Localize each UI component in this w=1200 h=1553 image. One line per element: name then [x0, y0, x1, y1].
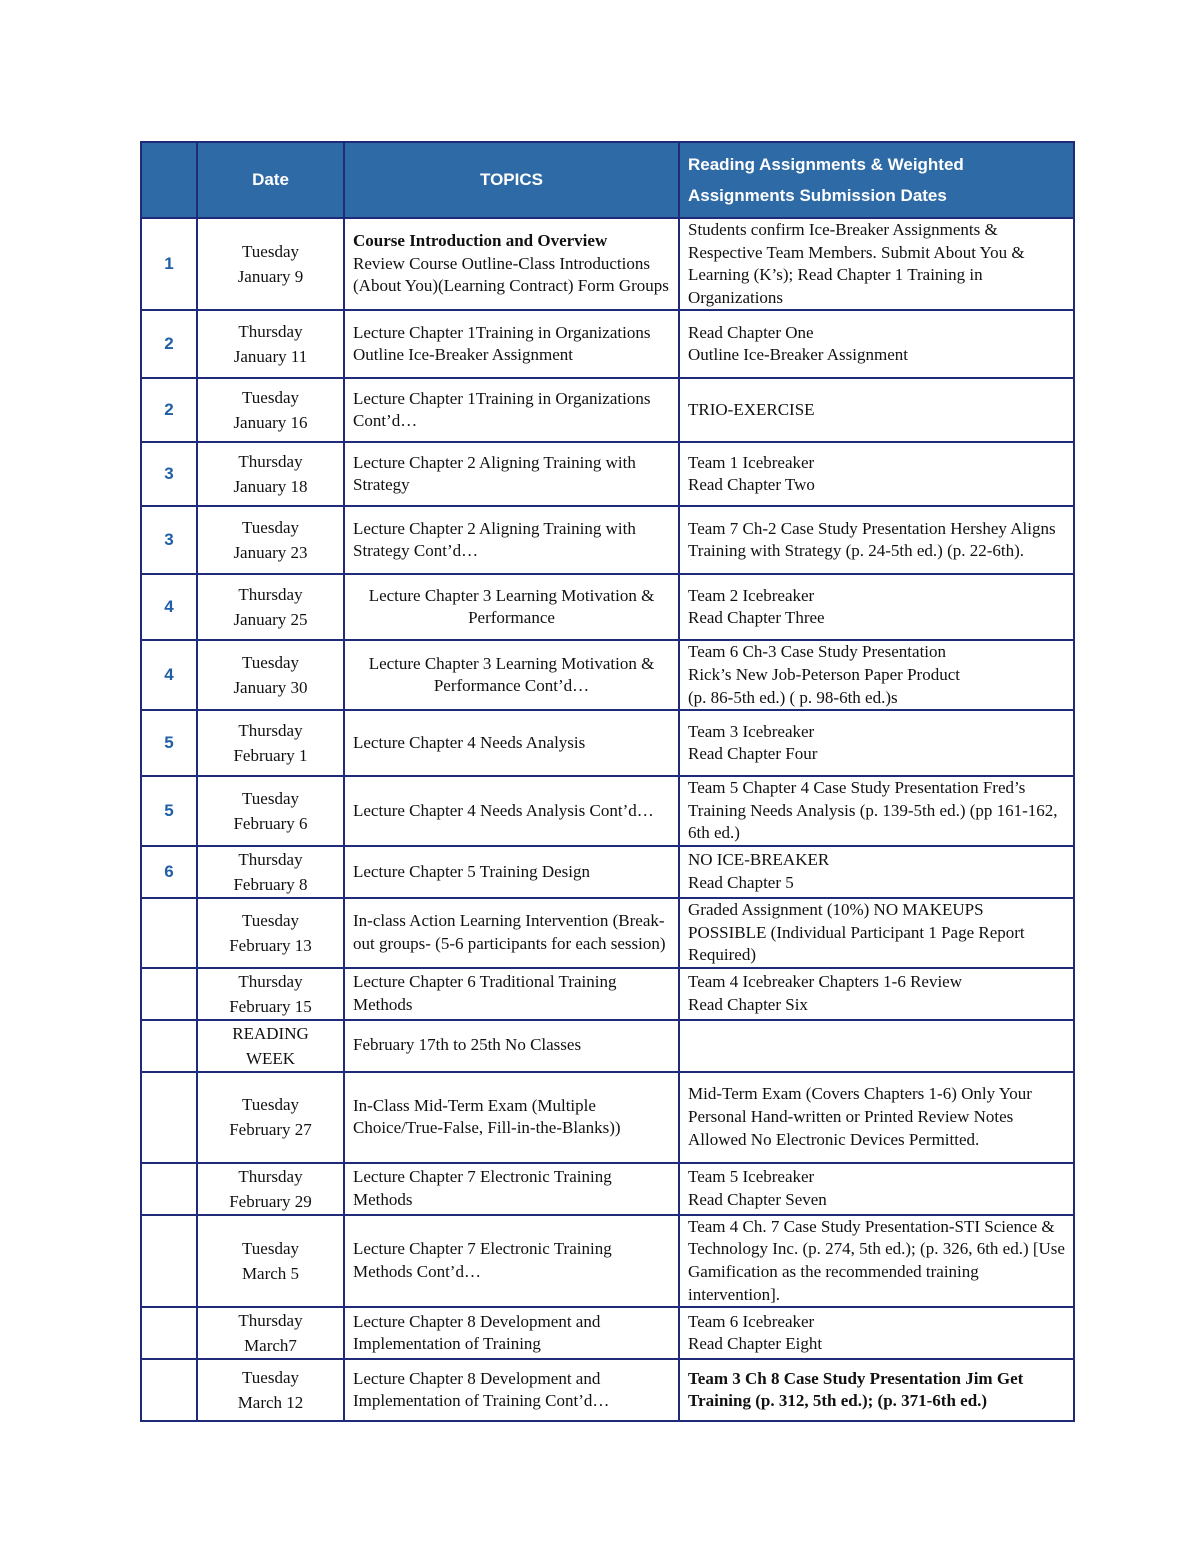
week-number: 5 [141, 710, 197, 776]
table-row [141, 310, 1074, 378]
reading-line: Team 6 Ch-3 Case Study Presentation [688, 642, 947, 662]
topic-cell [344, 574, 679, 640]
week-number [141, 1215, 197, 1307]
table-row [141, 1163, 1074, 1215]
week-number: 5 [141, 776, 197, 846]
date-cell [197, 1072, 344, 1163]
reading-assignment-cell [679, 574, 1074, 640]
week-number: 3 [141, 506, 197, 574]
table-row [141, 574, 1074, 640]
table-row [141, 1020, 1074, 1072]
topic-line: Course Introduction and Overview [353, 231, 608, 251]
topic-cell [344, 1215, 679, 1307]
topic-line: Lecture Chapter 1Training in Organizations Cont’d… [353, 388, 651, 431]
weekday: Thursday [238, 721, 303, 741]
date-cell [197, 506, 344, 574]
reading-assignment-cell [679, 1163, 1074, 1215]
topic-line: Lecture Chapter 2 Aligning Training with Strategy [353, 452, 636, 495]
header-week [141, 142, 197, 218]
reading-line: Graded Assignment (10%) NO MAKEUPS POSSIBLE (Individual Participant 1 Page Report Required) [688, 899, 1025, 965]
week-number: 3 [141, 442, 197, 506]
date-cell [197, 1215, 344, 1307]
weekday: Thursday [238, 585, 303, 605]
reading-line: Read Chapter Four [688, 744, 818, 764]
header-reading-assignments: Reading Assignments & Weighted Assignments Submission Dates [679, 142, 1074, 218]
calendar-date: March 5 [241, 1263, 300, 1283]
date-cell [197, 640, 344, 710]
topic-cell [344, 640, 679, 710]
reading-assignment-cell [679, 776, 1074, 846]
reading-assignment-cell [679, 710, 1074, 776]
date-cell [197, 1359, 344, 1421]
date-cell [197, 378, 344, 442]
topic-line: Outline Ice-Breaker Assignment [353, 345, 573, 365]
reading-line: Read Chapter Three [688, 608, 825, 628]
reading-assignment-cell [679, 1307, 1074, 1359]
date-cell [197, 1163, 344, 1215]
topic-cell [344, 1020, 679, 1072]
topic-line: Lecture Chapter 5 Training Design [353, 861, 591, 881]
table-body [141, 218, 1074, 1421]
reading-line: Read Chapter Eight [688, 1334, 823, 1354]
table-row [141, 776, 1074, 846]
topic-cell [344, 218, 679, 310]
weekday: Tuesday [242, 1368, 299, 1388]
calendar-date: March7 [244, 1336, 297, 1356]
table-row [141, 710, 1074, 776]
weekday: Thursday [238, 452, 303, 472]
weekday: Tuesday [242, 242, 299, 262]
header-date: Date [197, 142, 344, 218]
table-row [141, 640, 1074, 710]
calendar-date: February 13 [229, 935, 312, 955]
topic-cell [344, 310, 679, 378]
weekday: Tuesday [242, 1238, 299, 1258]
calendar-date: February 15 [229, 996, 312, 1016]
table-header [141, 142, 1074, 218]
reading-line: Team 4 Ch. 7 Case Study Presentation-STI Science & Technology Inc. (p. 274, 5th ed.); (p. 326, 6th ed.) [Use Gamification as the recommended training intervention]. [688, 1216, 1065, 1304]
reading-line: Read Chapter 5 [688, 872, 794, 892]
topic-cell [344, 1359, 679, 1421]
topic-cell [344, 1163, 679, 1215]
week-number: 4 [141, 574, 197, 640]
reading-line: Team 5 Icebreaker [688, 1167, 815, 1187]
date-cell [197, 710, 344, 776]
reading-line: Outline Ice-Breaker Assignment [688, 345, 908, 365]
table-row [141, 968, 1074, 1020]
week-number [141, 1307, 197, 1359]
table-row [141, 218, 1074, 310]
reading-assignment-cell [679, 968, 1074, 1020]
course-schedule-table [140, 141, 1075, 1422]
calendar-date: March 12 [237, 1393, 304, 1413]
topic-line: Lecture Chapter 7 Electronic Training Methods Cont’d… [353, 1239, 612, 1281]
topic-line: Lecture Chapter 7 Electronic Training Methods [353, 1167, 612, 1209]
topic-line: Lecture Chapter 4 Needs Analysis Cont’d… [353, 800, 654, 820]
calendar-date: January 16 [233, 413, 308, 433]
topic-line: In-Class Mid-Term Exam (Multiple Choice/True-False, Fill-in-the-Blanks)) [353, 1095, 621, 1138]
reading-line: Team 6 Icebreaker [688, 1311, 815, 1331]
reading-assignment-cell [679, 1072, 1074, 1163]
week-number [141, 968, 197, 1020]
topic-line: Lecture Chapter 6 Traditional Training Methods [353, 972, 617, 1014]
topic-line: Lecture Chapter 4 Needs Analysis [353, 732, 586, 752]
reading-line: Read Chapter One [688, 322, 814, 342]
table-row [141, 1072, 1074, 1163]
calendar-date: February 29 [229, 1191, 312, 1211]
calendar-date: January 30 [233, 678, 308, 698]
reading-line: Mid-Term Exam (Covers Chapters 1-6) Only Your Personal Hand-written or Printed Review Notes Allowed No Electronic Devices Permitted. [688, 1084, 1032, 1149]
topic-cell [344, 1307, 679, 1359]
reading-assignment-cell [679, 1359, 1074, 1421]
weekday: Tuesday [242, 910, 299, 930]
topic-cell [344, 506, 679, 574]
date-cell [197, 442, 344, 506]
reading-assignment-cell [679, 846, 1074, 898]
reading-assignment-cell [679, 898, 1074, 968]
reading-line: TRIO-EXERCISE [688, 400, 815, 420]
topic-line: February 17th to 25th No Classes [353, 1035, 582, 1055]
calendar-date: January 25 [233, 610, 308, 630]
weekday: Thursday [238, 1311, 303, 1331]
reading-line: Team 2 Icebreaker [688, 585, 815, 605]
reading-assignment-cell [679, 1215, 1074, 1307]
table-row [141, 506, 1074, 574]
reading-line: Read Chapter Seven [688, 1189, 827, 1209]
date-cell [197, 574, 344, 640]
reading-line: Team 3 Ch 8 Case Study Presentation Jim Get Training (p. 312, 5th ed.); (p. 371-6th ed.) [688, 1368, 1024, 1411]
table-row [141, 846, 1074, 898]
topic-line: Review Course Outline-Class Introductions (About You)(Learning Contract) Form Groups [353, 253, 669, 296]
topic-cell [344, 710, 679, 776]
reading-line: Team 7 Ch-2 Case Study Presentation Hershey Aligns Training with Strategy (p. 24-5th ed.) (p. 22-6th). [688, 518, 1056, 561]
calendar-date: February 27 [229, 1120, 312, 1140]
topic-line: Lecture Chapter 3 Learning Motivation & Performance [368, 585, 655, 628]
weekday: Tuesday [242, 789, 299, 809]
week-number [141, 1072, 197, 1163]
weekday: Thursday [238, 1166, 303, 1186]
reading-assignment-cell [679, 640, 1074, 710]
weekday: Tuesday [242, 1095, 299, 1115]
date-cell [197, 968, 344, 1020]
weekday: Tuesday [242, 653, 299, 673]
table-row [141, 378, 1074, 442]
weekday: Thursday [238, 849, 303, 869]
reading-assignment-cell [679, 442, 1074, 506]
reading-line: Team 4 Icebreaker Chapters 1-6 Review [688, 972, 962, 992]
weekday: Tuesday [242, 518, 299, 538]
reading-line: (p. 86-5th ed.) ( p. 98-6th ed.)s [688, 687, 898, 707]
calendar-date: February 6 [233, 814, 308, 834]
week-number: 2 [141, 378, 197, 442]
reading-line: NO ICE-BREAKER [688, 850, 830, 870]
topic-line: In-class Action Learning Intervention (Break-out groups- (5-6 participants for each session) [353, 911, 666, 953]
weekday: READING [232, 1023, 309, 1043]
week-number: 1 [141, 218, 197, 310]
reading-line: Read Chapter Two [688, 475, 815, 495]
date-cell [197, 846, 344, 898]
header-row [141, 142, 1074, 218]
reading-line: Team 3 Icebreaker [688, 721, 815, 741]
reading-assignment-cell [679, 378, 1074, 442]
reading-line: Team 1 Icebreaker [688, 452, 815, 472]
table-row [141, 1215, 1074, 1307]
calendar-date: January 9 [237, 267, 304, 287]
table-row [141, 1307, 1074, 1359]
table-row [141, 1359, 1074, 1421]
calendar-date: January 18 [233, 477, 308, 497]
calendar-date: February 8 [233, 874, 308, 894]
week-number [141, 898, 197, 968]
week-number [141, 1359, 197, 1421]
date-cell [197, 1307, 344, 1359]
date-cell [197, 776, 344, 846]
week-number: 2 [141, 310, 197, 378]
reading-assignment-cell [679, 218, 1074, 310]
weekday: Thursday [238, 322, 303, 342]
calendar-date: February 1 [233, 746, 308, 766]
topic-line: Lecture Chapter 1Training in Organizations [353, 322, 651, 342]
topic-cell [344, 968, 679, 1020]
topic-cell [344, 442, 679, 506]
reading-line: Students confirm Ice-Breaker Assignments & Respective Team Members. Submit About You & Learning (K’s); Read Chapter 1 Training in Organizations [688, 220, 1025, 307]
reading-assignment-cell [679, 310, 1074, 378]
reading-line: Read Chapter Six [688, 994, 808, 1014]
topic-line: Lecture Chapter 8 Development and Implementation of Training [353, 1311, 601, 1354]
topic-cell [344, 1072, 679, 1163]
calendar-date: WEEK [245, 1048, 296, 1068]
week-number [141, 1020, 197, 1072]
calendar-date: January 23 [233, 543, 308, 563]
reading-line: Rick’s New Job-Peterson Paper Product [688, 664, 960, 684]
week-number: 6 [141, 846, 197, 898]
date-cell [197, 218, 344, 310]
topic-line: Lecture Chapter 2 Aligning Training with Strategy Cont’d… [353, 518, 636, 561]
calendar-date: January 11 [233, 347, 308, 367]
week-number: 4 [141, 640, 197, 710]
topic-cell [344, 776, 679, 846]
header-topics: TOPICS [344, 142, 679, 218]
date-cell [197, 310, 344, 378]
topic-cell [344, 898, 679, 968]
week-number [141, 1163, 197, 1215]
topic-cell [344, 378, 679, 442]
weekday: Thursday [238, 971, 303, 991]
date-cell [197, 1020, 344, 1072]
weekday: Tuesday [242, 388, 299, 408]
reading-assignment-cell [679, 1020, 1074, 1072]
reading-line: Team 5 Chapter 4 Case Study Presentation Fred’s Training Needs Analysis (p. 139-5th ed.) (pp 161-162, 6th ed.) [688, 778, 1058, 843]
date-cell [197, 898, 344, 968]
table-row [141, 442, 1074, 506]
topic-line: Lecture Chapter 3 Learning Motivation & Performance Cont’d… [368, 653, 655, 696]
topic-line: Lecture Chapter 8 Development and Implementation of Training Cont’d… [353, 1368, 610, 1411]
topic-cell [344, 846, 679, 898]
table-row [141, 898, 1074, 968]
reading-assignment-cell [679, 506, 1074, 574]
